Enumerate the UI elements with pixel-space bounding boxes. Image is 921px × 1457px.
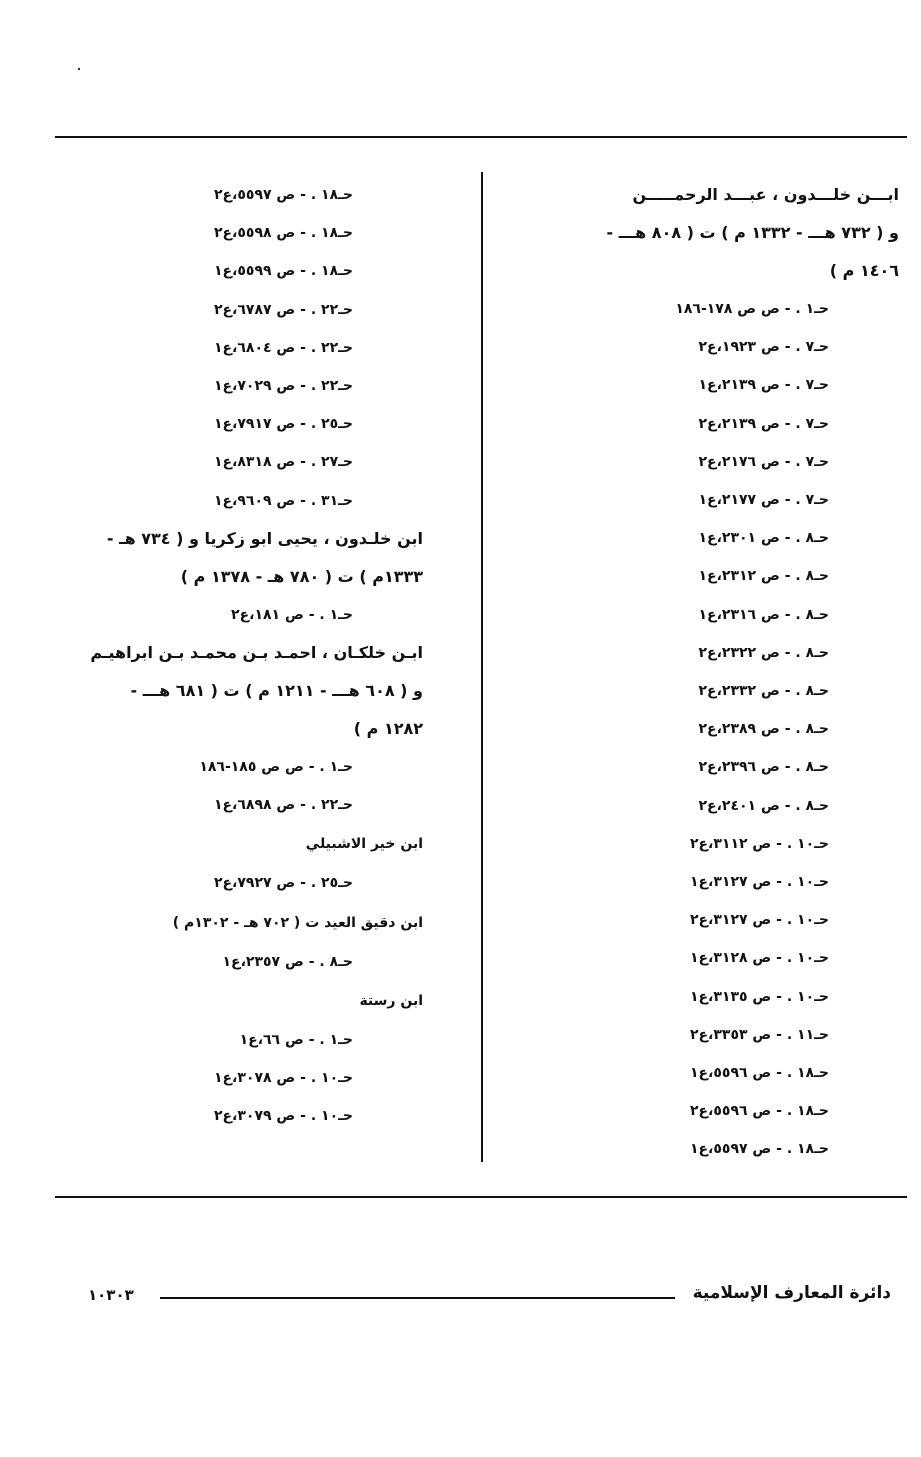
reference-line: حـ٧ . - ص ٢١٧٦،ع٢ [698, 453, 829, 470]
entry-heading-line: ١٢٨٢ م ) [353, 719, 423, 739]
reference-line: حـ٣١ . - ص ٩٦٠٩،ع١ [213, 492, 353, 509]
reference-line: حـ٨ . - ص ٢٣١٢،ع١ [698, 568, 829, 585]
reference-line: حـ١ . - ص ص ١٧٨-١٨٦ [675, 301, 829, 317]
entry-heading-line: ابن خير الاشبيلي [305, 836, 423, 853]
reference-line: حـ٢٢ . - ص ٦٨٠٤،ع١ [213, 339, 353, 356]
reference-line: حـ١٠ . - ص ٣١٢٧،ع١ [689, 874, 829, 891]
reference-line: حـ١٨ . - ص ٥٥٩٦،ع١ [689, 1065, 829, 1082]
reference-line: حـ١٠ . - ص ٣٠٧٨،ع١ [213, 1070, 353, 1087]
right-column [469, 176, 899, 1169]
reference-line: حـ٨ . - ص ٢٤٠١،ع٢ [698, 797, 829, 814]
reference-line: حـ٢٢ . - ص ٧٠٢٩،ع١ [213, 378, 353, 395]
page-number: ١٠٣٠٣ [88, 1286, 134, 1304]
entry-heading-line: ابن رستة [359, 992, 423, 1009]
reference-line: حـ١٠ . - ص ٣١٣٥،ع١ [689, 988, 829, 1005]
entry-heading-line: ١٤٠٦ م ) [829, 261, 899, 280]
reference-line: حـ٧ . - ص ٢١٣٩،ع٢ [698, 415, 829, 432]
reference-line: حـ١ . - ص ص ١٨٥-١٨٦ [199, 759, 353, 776]
reference-line: حـ٨ . - ص ٢٣٠١،ع١ [698, 530, 829, 547]
entry-heading-line: ابن دقيق العيد ت ( ٧٠٢ هـ - ١٣٠٢م ) [172, 914, 423, 931]
reference-line: حـ٨ . - ص ٢٣١٦،ع١ [698, 606, 829, 623]
reference-line: حـ١٨ . - ص ٥٥٩٩،ع١ [213, 263, 353, 280]
reference-line: حـ١٠ . - ص ٣١٢٧،ع٢ [689, 912, 829, 929]
top-rule [55, 136, 907, 138]
reference-line: حـ١ . - ص ١٨١،ع٢ [231, 606, 353, 623]
reference-line: حـ٧ . - ص ٢١٧٧،ع١ [698, 492, 829, 509]
reference-line: حـ٨ . - ص ٢٣٣٢،ع٢ [698, 683, 829, 700]
entry-heading-line: ابن خلـدون ، يحيى ابو زكريا و ( ٧٣٤ هـ - [106, 528, 423, 548]
entry-heading-line: ١٣٣٣م ) ت ( ٧٨٠ هـ - ١٣٧٨ م ) [180, 566, 423, 586]
left-column [3, 176, 423, 1135]
reference-line: حـ١ . - ص ٦٦،ع١ [239, 1031, 353, 1048]
reference-line: حـ٢٢ . - ص ٦٧٨٧،ع٢ [213, 301, 353, 318]
reference-line: حـ٢٧ . - ص ٨٣١٨،ع١ [213, 454, 353, 471]
entry-heading-line: و ( ٧٣٢ هـــ - ١٣٣٢ م ) ت ( ٨٠٨ هـــ - [606, 223, 899, 242]
reference-line: حـ٧ . - ص ٢١٣٩،ع١ [698, 377, 829, 394]
footer-title: دائرة المعارف الإسلامية [692, 1283, 891, 1303]
reference-line: حـ١١ . - ص ٣٣٥٣،ع٢ [689, 1026, 829, 1043]
reference-line: حـ٨ . - ص ٢٣٨٩،ع٢ [698, 721, 829, 738]
reference-line: حـ٨ . - ص ٢٣٥٧،ع١ [222, 953, 353, 970]
entry-heading-line: ابـــن خلـــدون ، عبـــد الرحمـــــن [632, 185, 899, 204]
bottom-rule [55, 1196, 907, 1198]
reference-line: حـ٧ . - ص ١٩٢٣،ع٢ [698, 339, 829, 356]
reference-line: حـ١٨ . - ص ٥٥٩٧،ع١ [689, 1141, 829, 1158]
reference-line: حـ١٨ . - ص ٥٥٩٨،ع٢ [213, 225, 353, 242]
entry-heading-line: و ( ٦٠٨ هـــ - ١٢١١ م ) ت ( ٦٨١ هـــ - [130, 681, 423, 701]
reference-line: حـ٢٢ . - ص ٦٨٩٨،ع١ [213, 797, 353, 814]
reference-line: حـ١٨ . - ص ٥٥٩٧،ع٢ [213, 187, 353, 203]
reference-line: حـ١٠ . - ص ٣١٢٨،ع١ [689, 950, 829, 967]
reference-line: حـ١٠ . - ص ٣٠٧٩،ع٢ [213, 1108, 353, 1125]
reference-line: حـ٢٥ . - ص ٧٩١٧،ع١ [213, 416, 353, 433]
reference-line: حـ١٠ . - ص ٣١١٢،ع٢ [689, 835, 829, 852]
reference-line: حـ٢٥ . - ص ٧٩٢٧،ع٢ [213, 875, 353, 892]
entry-heading-line: ابـن خلكـان ، احمـد بـن محمـد بـن ابراهيـم [90, 643, 423, 663]
reference-line: حـ٨ . - ص ٢٣٩٦،ع٢ [698, 759, 829, 776]
footer-rule [160, 1297, 675, 1299]
reference-line: حـ١٨ . - ص ٥٥٩٦،ع٢ [689, 1103, 829, 1120]
scan-speck [78, 68, 80, 70]
reference-line: حـ٨ . - ص ٢٣٢٢،ع٢ [698, 644, 829, 661]
